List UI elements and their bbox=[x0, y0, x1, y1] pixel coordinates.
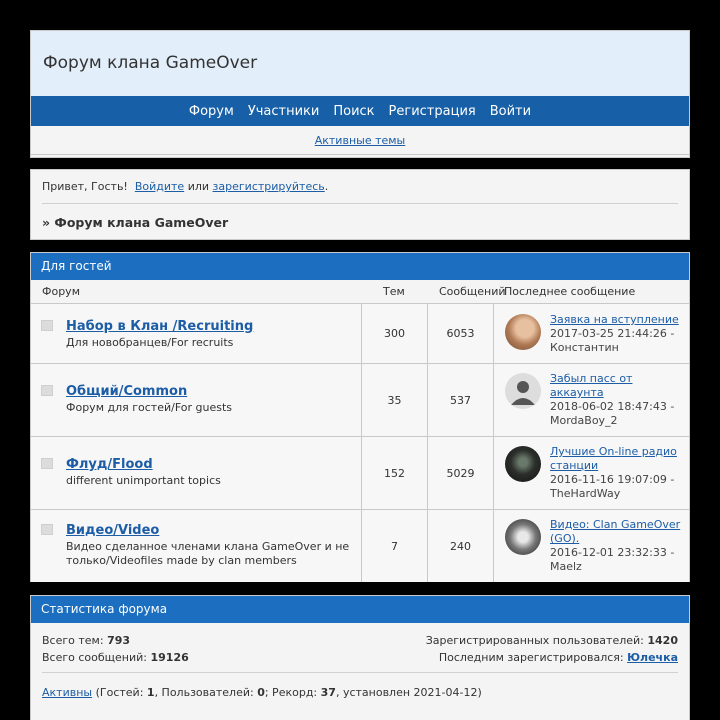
post-count: 5029 bbox=[428, 437, 494, 509]
col-forum: Форум bbox=[42, 285, 80, 298]
forum-status-icon bbox=[41, 320, 53, 331]
or-text: или bbox=[187, 180, 210, 193]
nav-forum[interactable]: Форум bbox=[188, 103, 234, 119]
col-posts: Сообщений bbox=[439, 285, 506, 298]
last-post-user: Константин bbox=[550, 341, 619, 354]
last-post-link[interactable]: Лучшие On-line радио станции bbox=[550, 445, 677, 472]
total-topics-label: Всего тем: bbox=[42, 634, 104, 647]
registered-label: Зарегистрированных пользователей: bbox=[425, 634, 644, 647]
users-label: , Пользователей: bbox=[154, 686, 254, 699]
forum-stats bbox=[30, 595, 690, 720]
welcome-line bbox=[42, 170, 678, 203]
greeting-text: Привет, Гость! bbox=[42, 180, 128, 193]
last-post-info bbox=[550, 445, 686, 501]
period: . bbox=[324, 180, 329, 193]
sub-nav bbox=[31, 126, 689, 155]
topic-count: 7 bbox=[362, 510, 428, 582]
forum-link[interactable]: Видео/Video bbox=[66, 523, 160, 538]
default-user-avatar-icon[interactable] bbox=[505, 373, 541, 409]
active-topics-link[interactable]: Активные темы bbox=[314, 133, 406, 147]
table-header bbox=[31, 280, 689, 303]
last-post-link[interactable]: Видео: Clan GameOver (GO). bbox=[550, 518, 681, 545]
topic-count: 35 bbox=[362, 364, 428, 436]
last-post-info bbox=[550, 313, 686, 355]
forum-status-icon bbox=[41, 385, 53, 396]
nav-members[interactable]: Участники bbox=[247, 103, 320, 119]
last-post-link[interactable]: Заявка на вступление bbox=[550, 313, 679, 326]
registered-users bbox=[426, 634, 678, 647]
nav-search[interactable]: Поиск bbox=[333, 103, 375, 119]
last-post-info bbox=[550, 518, 686, 574]
register-link[interactable]: зарегистрируйтесь bbox=[212, 180, 325, 193]
forum-link[interactable]: Общий/Common bbox=[66, 384, 188, 399]
main-nav bbox=[31, 96, 689, 126]
newest-user-link[interactable]: Юлечка bbox=[627, 651, 678, 664]
users-value: 0 bbox=[257, 686, 265, 699]
divider bbox=[42, 672, 678, 673]
total-posts-label: Всего сообщений: bbox=[42, 651, 147, 664]
guests-value: 1 bbox=[146, 686, 155, 699]
breadcrumb[interactable]: » Форум клана GameOver bbox=[42, 215, 229, 230]
post-count: 6053 bbox=[428, 304, 494, 363]
record-date: , установлен 2021-04-12) bbox=[335, 686, 482, 699]
col-last-post: Последнее сообщение bbox=[504, 285, 636, 298]
photo-avatar-icon[interactable] bbox=[505, 314, 541, 350]
last-post-user: Maelz bbox=[550, 560, 582, 573]
forum-description: Видео сделанное членами клана GameOver и не только/Videofiles made by clan members bbox=[66, 540, 350, 567]
stats-title: Статистика форума bbox=[31, 596, 689, 623]
dark-avatar-icon[interactable] bbox=[505, 446, 541, 482]
nav-register[interactable]: Регистрация bbox=[388, 103, 476, 119]
forum-link[interactable]: Флуд/Flood bbox=[66, 457, 153, 472]
category-title[interactable]: Для гостей bbox=[31, 253, 689, 280]
table-row bbox=[31, 436, 689, 509]
col-topics: Тем bbox=[383, 285, 405, 298]
table-row bbox=[31, 363, 689, 436]
category-guests bbox=[30, 252, 690, 582]
guests-label: (Гостей: bbox=[95, 686, 144, 699]
forum-status-icon bbox=[41, 524, 53, 535]
last-post-date: 2017-03-25 21:44:26 - bbox=[550, 327, 675, 340]
record-label: ; Рекорд: bbox=[264, 686, 318, 699]
topic-count: 152 bbox=[362, 437, 428, 509]
bw-avatar-icon[interactable] bbox=[505, 519, 541, 555]
topic-count: 300 bbox=[362, 304, 428, 363]
forum-link[interactable]: Набор в Клан /Recruiting bbox=[66, 319, 254, 334]
welcome-box bbox=[30, 169, 690, 240]
last-post-date: 2016-12-01 23:32:33 - bbox=[550, 546, 675, 559]
table-row bbox=[31, 303, 689, 363]
online-line bbox=[42, 686, 482, 699]
total-topics bbox=[42, 634, 130, 647]
last-post-user: MordaBoy_2 bbox=[550, 414, 618, 427]
registered-value: 1420 bbox=[647, 634, 678, 647]
active-users-link[interactable]: Активны bbox=[42, 686, 93, 699]
total-posts bbox=[42, 651, 189, 664]
forum-description: different unimportant topics bbox=[66, 474, 221, 487]
nav-login[interactable]: Войти bbox=[489, 103, 532, 119]
table-row bbox=[31, 509, 689, 582]
forum-description: Форум для гостей/For guests bbox=[66, 401, 233, 414]
record-value: 37 bbox=[320, 686, 336, 699]
last-post-date: 2016-11-16 19:07:09 - bbox=[550, 473, 675, 486]
last-post-user: TheHardWay bbox=[550, 487, 621, 500]
post-count: 240 bbox=[428, 510, 494, 582]
login-link[interactable]: Войдите bbox=[134, 180, 185, 193]
post-count: 537 bbox=[428, 364, 494, 436]
newest-label: Последним зарегистрировался: bbox=[438, 651, 624, 664]
forum-header bbox=[30, 30, 690, 158]
forum-status-icon bbox=[41, 458, 53, 469]
newest-user bbox=[439, 651, 678, 664]
site-title: Форум клана GameOver bbox=[31, 31, 689, 96]
last-post-info bbox=[550, 372, 686, 428]
last-post-date: 2018-06-02 18:47:43 - bbox=[550, 400, 675, 413]
forum-description: Для новобранцев/For recruits bbox=[66, 336, 234, 349]
last-post-link[interactable]: Забыл пасс от аккаунта bbox=[550, 372, 633, 399]
total-topics-value: 793 bbox=[107, 634, 131, 647]
total-posts-value: 19126 bbox=[150, 651, 189, 664]
